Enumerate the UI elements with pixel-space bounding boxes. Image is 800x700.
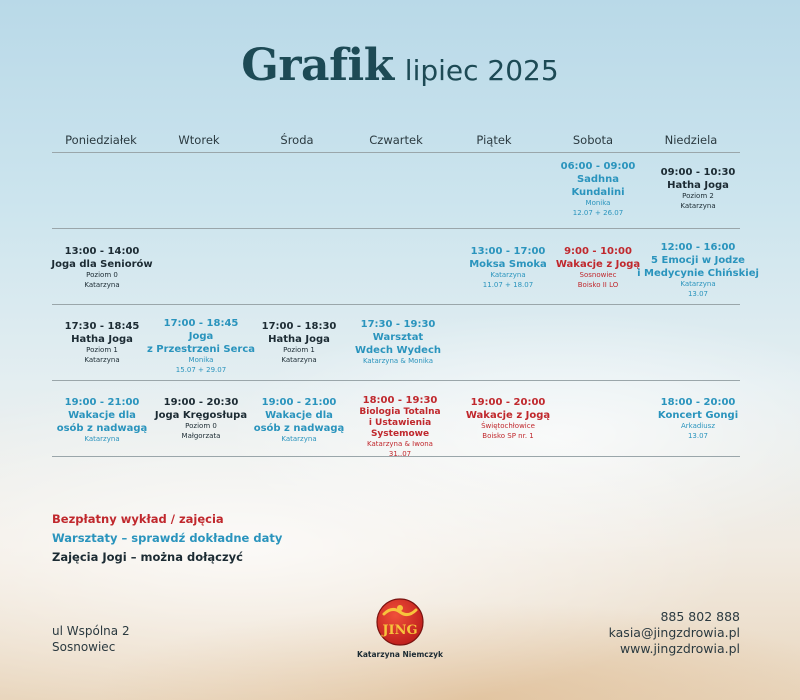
event-info: Sosnowiec	[579, 271, 617, 279]
event-koncert-gongi	[643, 396, 753, 441]
event-name: Hatha Joga	[268, 334, 330, 345]
event-time: 17:00 - 18:30	[261, 321, 337, 332]
event-time: 17:30 - 18:45	[64, 321, 140, 332]
event-info: 31..07	[388, 449, 412, 458]
legend-workshops: Warsztaty – sprawdź dokładne daty	[52, 531, 283, 545]
event-name: Wakacje dla	[68, 410, 136, 421]
event-info: Katarzyna & Monika	[362, 357, 434, 365]
event-name: Wakacje z Jogą	[465, 410, 551, 421]
event-name: Koncert Gongi	[657, 410, 739, 421]
event-name: 5 Emocji w Jodze	[651, 255, 745, 266]
event-time: 19:00 - 21:00	[64, 397, 140, 408]
address-street: ul Wspólna 2	[52, 624, 130, 638]
row-divider	[52, 304, 740, 305]
event-5-emocji	[633, 241, 763, 299]
contact-email[interactable]: kasia@jingzdrowia.pl	[608, 625, 740, 640]
event-time: 19:00 - 20:00	[470, 397, 546, 408]
row-divider	[52, 152, 740, 153]
event-name: Hatha Joga	[667, 180, 729, 191]
event-name: Wakacje z Jogą	[555, 259, 641, 270]
event-info: 13.07	[687, 431, 709, 440]
event-name: Kundalini	[571, 187, 625, 198]
contact-info	[609, 609, 740, 657]
event-sadhna-kundalini	[543, 160, 653, 218]
event-warsztat-wdech-wydech	[343, 318, 453, 367]
event-info: Poziom 1	[283, 346, 315, 354]
day-header-thursday: Czwartek	[369, 133, 423, 147]
event-name: Hatha Joga	[71, 334, 133, 345]
event-info: Katarzyna	[680, 201, 716, 210]
page-title	[0, 40, 800, 91]
event-info: 13.07	[687, 289, 709, 298]
address	[52, 623, 130, 655]
event-joga-kregoslupa	[146, 396, 256, 441]
event-info: Arkadiusz	[680, 422, 716, 430]
event-info: Katarzyna	[84, 280, 120, 289]
title-main: Grafik	[241, 40, 394, 91]
event-info: Poziom 2	[682, 192, 714, 200]
event-time: 12:00 - 16:00	[660, 242, 736, 253]
event-hatha-joga	[643, 166, 753, 211]
contact-website[interactable]: www.jingzdrowia.pl	[619, 641, 740, 656]
event-info: Świętochłowice	[481, 422, 535, 430]
day-header-friday: Piątek	[476, 133, 512, 147]
event-info: Katarzyna	[84, 355, 120, 364]
event-name: Wakacje dla	[265, 410, 333, 421]
event-name: Sadhna	[576, 174, 620, 185]
event-joga-dla-seniorow	[47, 245, 157, 290]
event-name: osób z nadwagą	[253, 423, 345, 434]
event-info: Poziom 0	[86, 271, 118, 279]
event-info: Katarzyna	[84, 435, 120, 443]
contact-phone: 885 802 888	[660, 609, 740, 624]
legend-yoga: Zajęcia Jogi – można dołączyć	[52, 550, 243, 564]
address-city: Sosnowiec	[52, 640, 116, 654]
event-hatha-joga	[47, 320, 157, 365]
event-name: z Przestrzeni Serca	[146, 344, 256, 355]
event-name: Moksa Smoka	[469, 259, 547, 270]
event-joga-z-przestrzeni-serca	[146, 317, 256, 375]
event-info: Poziom 0	[185, 422, 217, 430]
event-time: 9:00 - 10:00	[564, 246, 632, 257]
day-header-monday: Poniedziałek	[65, 133, 137, 147]
event-name: Biologia Totalna	[359, 407, 441, 417]
jing-logo	[370, 596, 430, 648]
event-info: Małgorzata	[181, 431, 221, 440]
day-header-row	[52, 133, 740, 149]
event-info: Monika	[188, 356, 214, 364]
event-time: 13:00 - 17:00	[470, 246, 546, 257]
event-info: Monika	[585, 199, 611, 207]
event-info: Katarzyna	[680, 280, 716, 288]
event-info: Katarzyna	[281, 435, 317, 443]
day-header-wednesday: Środa	[280, 133, 314, 147]
event-time: 18:00 - 19:30	[362, 395, 438, 406]
event-name: Joga	[188, 331, 214, 342]
event-info: 11.07 + 18.07	[482, 280, 534, 289]
event-info: Katarzyna	[490, 271, 526, 279]
row-divider	[52, 228, 740, 229]
event-name: Joga Kręgosłupa	[154, 410, 248, 421]
event-time: 09:00 - 10:30	[660, 167, 736, 178]
event-name: i Ustawienia Systemowe	[368, 418, 432, 439]
event-time: 13:00 - 14:00	[64, 246, 140, 257]
event-info: Katarzyna & Iwona	[367, 440, 433, 448]
event-name: Warsztat	[372, 332, 424, 343]
event-name: Wdech Wydech	[354, 345, 442, 356]
logo-name: Katarzyna Niemczyk	[357, 650, 443, 659]
day-header-saturday: Sobota	[572, 133, 614, 147]
event-info: Poziom 1	[86, 346, 118, 354]
event-info: 15.07 + 29.07	[175, 365, 227, 374]
event-info: 12.07 + 26.07	[572, 208, 624, 217]
event-name: osób z nadwagą	[56, 423, 148, 434]
event-time: 17:00 - 18:45	[163, 318, 239, 329]
event-wakacje-dla-osob-z-nadwaga	[47, 396, 157, 445]
row-divider	[52, 380, 740, 381]
event-hatha-joga	[244, 320, 354, 365]
event-time: 19:00 - 20:30	[163, 397, 239, 408]
event-info: Katarzyna	[281, 355, 317, 364]
event-wakacje-dla-osob-z-nadwaga	[244, 396, 354, 445]
event-biologia-totalna	[343, 394, 457, 459]
event-info: Boisko SP nr. 1	[482, 431, 534, 440]
logo-text: JING	[382, 623, 418, 638]
day-header-sunday: Niedziela	[664, 133, 718, 147]
day-header-tuesday: Wtorek	[178, 133, 220, 147]
event-info: Boisko II LO	[577, 280, 619, 289]
event-wakacje-z-joga	[453, 396, 563, 441]
event-name: Joga dla Seniorów	[51, 259, 153, 270]
event-time: 19:00 - 21:00	[261, 397, 337, 408]
event-time: 06:00 - 09:00	[560, 161, 636, 172]
event-time: 17:30 - 19:30	[360, 319, 436, 330]
event-time: 18:00 - 20:00	[660, 397, 736, 408]
title-month: lipiec 2025	[404, 54, 559, 87]
event-name: i Medycynie Chińskiej	[637, 268, 759, 279]
legend-free: Bezpłatny wykład / zajęcia	[52, 512, 224, 526]
